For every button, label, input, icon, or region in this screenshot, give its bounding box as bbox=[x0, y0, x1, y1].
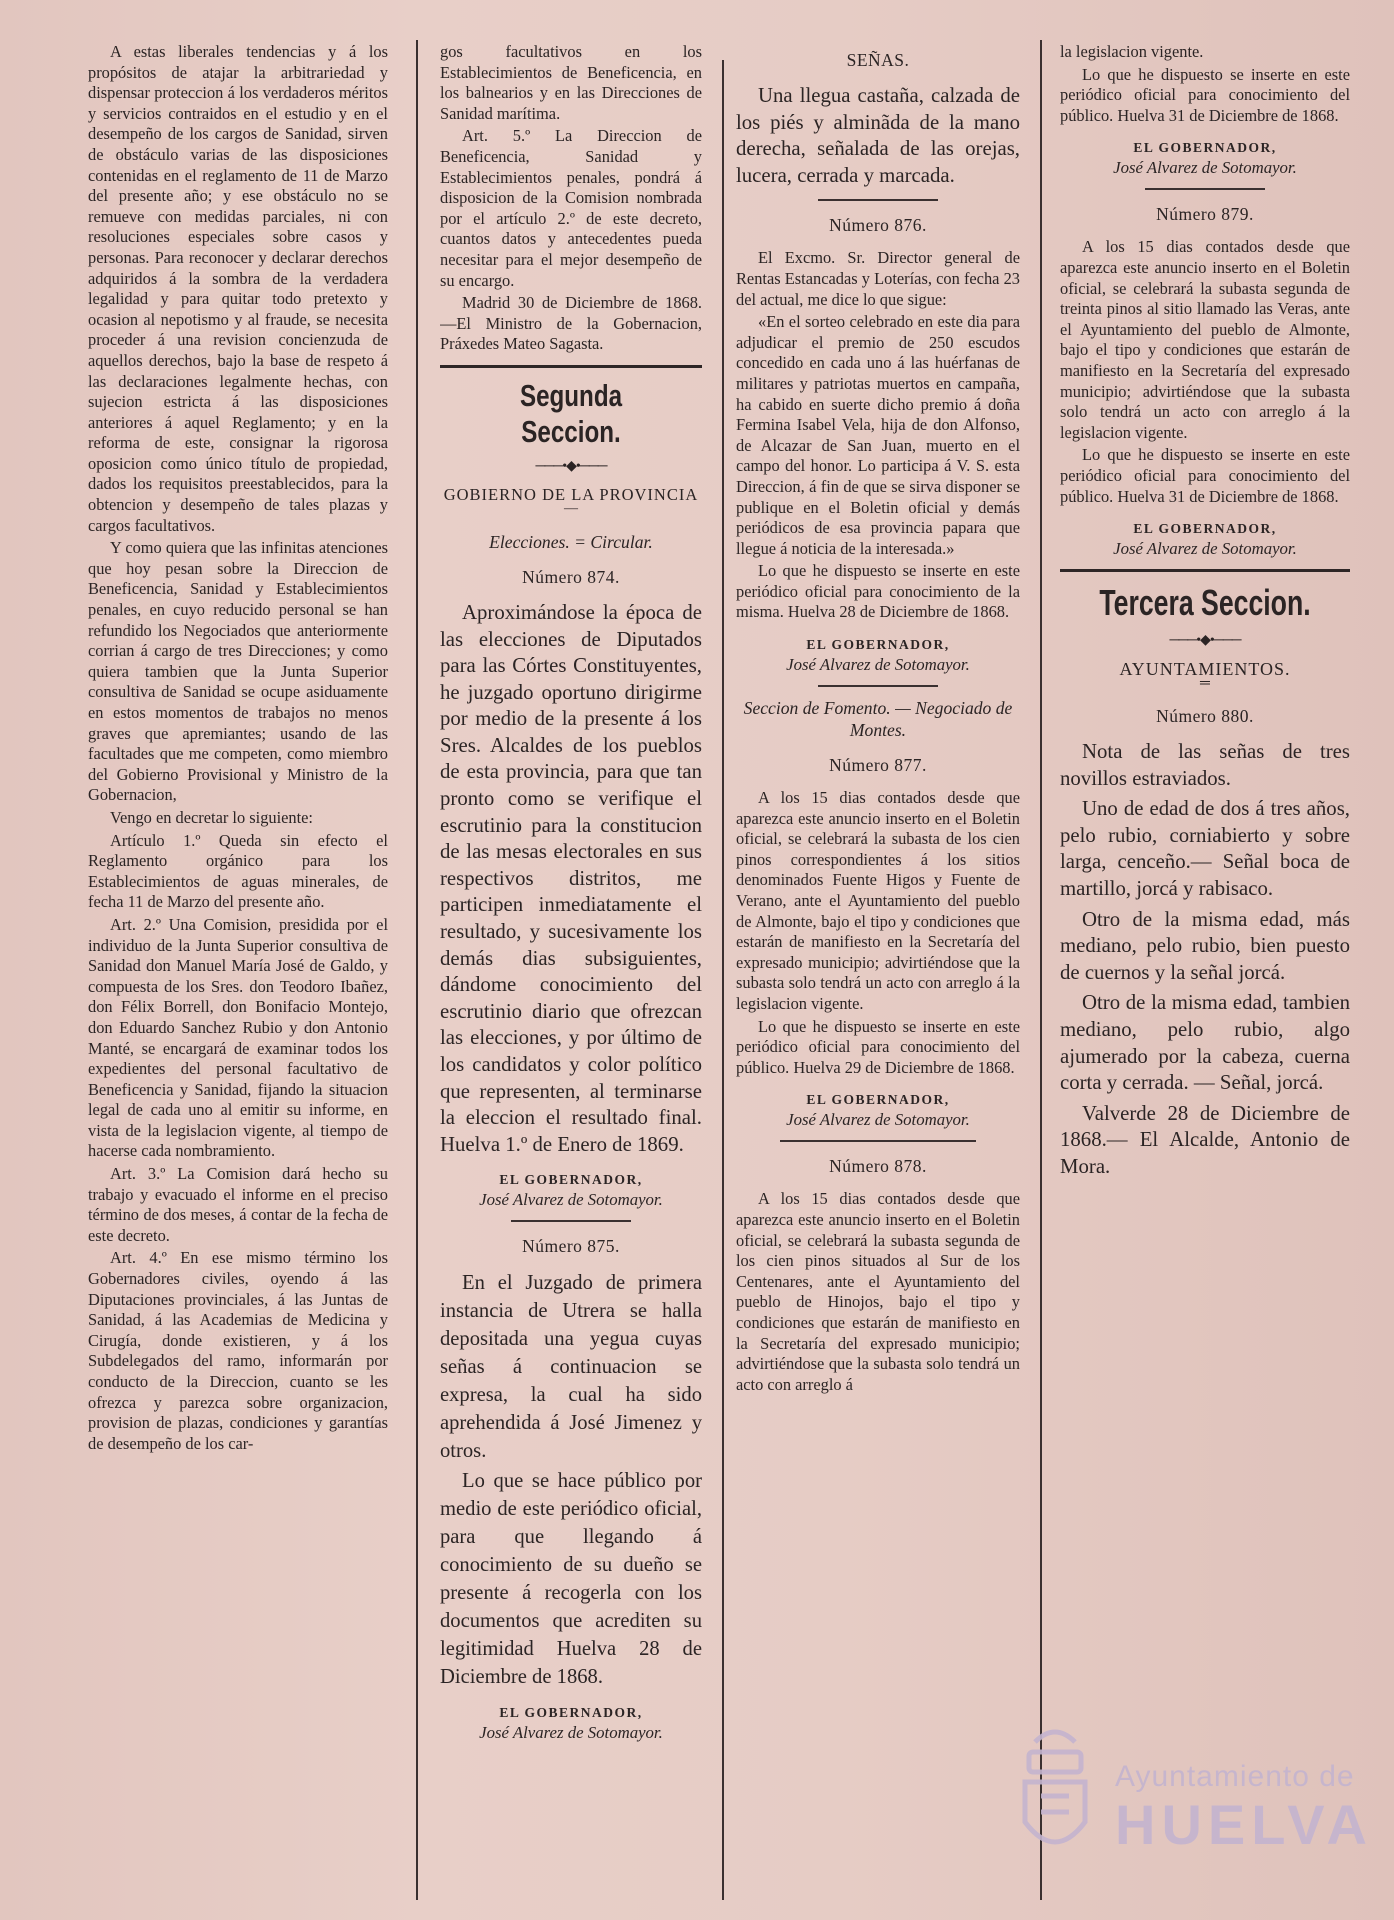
number-874: Número 874. bbox=[522, 566, 620, 587]
number-877: Número 877. bbox=[829, 755, 927, 776]
governor-signature: José Alvarez de Sotomayor. bbox=[479, 1190, 663, 1210]
number-875: Número 875. bbox=[522, 1236, 620, 1257]
senas-text: Una llegua castaña, calzada de los piés y alminãda de la mano derecha, señalada de las orejas, lucera, cerrada y marcada. bbox=[736, 84, 1020, 187]
short-dash: — bbox=[564, 500, 578, 516]
column-1 bbox=[88, 42, 388, 1902]
separator-rule bbox=[1145, 188, 1265, 190]
notice-876-quote: «En el sorteo celebrado en este dia para adjudicar el premio de 250 escudos concedido en cada uno á las huérfanas de militares y patriotas muertos en campaña, ha cabido en suerte dicho premio á doña Fermina Isabel Vela, hija de don Alfonso, de Alcazar de San Juan, muerto en el campo del honor. Lo participa á V. S. esta Direccion, á fin de que se sirva disponer se publique en el Boletin oficial y demás periódicos de esa provincia papara que llegue á noticia de la interesada.» bbox=[736, 312, 1020, 558]
notice-877-text: A los 15 dias contados desde que aparezca este anuncio inserto en el Boletin oficial, se celebrará la subasta de los cien pinos correspondientes á los sitios denominados Fuente Higos y Fuente de Verano, ante el Ayuntamiento del pueblo de Almonte, bajo el tipo y condiciones que estarán de manifiesto en la Secretaría del expresado municipio; advirtiéndose que la subasta solo tendrá un acto con arreglo á la legislacion vigente. bbox=[736, 788, 1020, 1013]
separator-rule bbox=[511, 1220, 631, 1222]
col1-article-2: Art. 2.º Una Comision, presidida por el individuo de la Junta Superior consultiva de Sanidad don Manuel María José de Galdo, y compuesta de los Sres. don Teodoro Ibañez, don Félix Borrell, don Bonifacio Montejo, don Eduardo Sanchez Rubio y don Antonio Manté, se encargará de examinar todos los expedientes del personal facultativo de Beneficencia y Sanidad, fijando la situacion legal de cada uno al emitir su informe, en vista de la legislacion vigente, al tiempo de hacerse cada nombramiento. bbox=[88, 914, 388, 1161]
governor-title: EL GOBERNADOR, bbox=[1133, 140, 1277, 156]
number-878: Número 878. bbox=[829, 1156, 927, 1177]
ayuntamiento-watermark bbox=[1015, 1720, 1375, 1880]
notice-876-publication: Lo que he dispuesto se inserte en este periódico oficial para conocimiento de la misma. Huelva 28 de Diciembre de 1868. bbox=[736, 561, 1020, 622]
section-title-segunda: Segunda Seccion. bbox=[519, 377, 623, 449]
governor-signature: José Alvarez de Sotomayor. bbox=[1113, 539, 1297, 559]
col2-paragraph-1: gos facultativos en los Establecimientos de Beneficencia, en los balnearios y en las Direcciones de Sanidad marítima. bbox=[440, 42, 702, 123]
watermark-line-2: HUELVA bbox=[1115, 1793, 1373, 1856]
governor-title: EL GOBERNADOR, bbox=[1133, 521, 1277, 537]
governor-title: EL GOBERNADOR, bbox=[806, 637, 950, 653]
column-rule-2 bbox=[722, 60, 724, 1900]
notice-875-publication: Lo que se hace público por medio de este periódico oficial, para que llegando á conocimiento de su dueño se presente á recogerla con los documentos que acrediten su legitimidad Huelva 28 de Diciembre de 1868. bbox=[440, 1470, 702, 1689]
notice-875-text: En el Juzgado de primera instancia de Utrera se halla depositada una yegua cuyas señas á continuacion se expresa, la cual ha sido aprehendida á José Jimenez y otros. bbox=[440, 1272, 702, 1463]
section-title-tercera: Tercera Seccion. bbox=[1099, 582, 1311, 624]
col2-article-5: Art. 5.º La Direccion de Beneficencia, Sanidad y Establecimientos penales, pondrá á disposicion de la Comision nombrada por el artículo 2.º de este decreto, cuantos datos y antecedentes pueda necesitar para el mejor desempeño de su encargo. bbox=[440, 126, 702, 290]
separator-rule bbox=[818, 685, 938, 687]
col1-article-3: Art. 3.º La Comision dará hecho su trabajo y evacuado el informe en el preciso término de dos meses, á contar de la fecha de este decreto. bbox=[88, 1164, 388, 1245]
gobierno-heading: GOBIERNO DE LA PROVINCIA bbox=[443, 484, 699, 504]
separator-rule bbox=[818, 199, 938, 201]
col1-article-1: Artículo 1.º Queda sin efecto el Reglamento orgánico para los Establecimientos de aguas minerales, de fecha 11 de Marzo del presente año. bbox=[88, 830, 388, 912]
notice-880-novillo-2: Otro de la misma edad, más mediano, pelo rubio, bien puesto de cuernos y la señal jorcá. bbox=[1060, 907, 1350, 984]
ornament-divider: ───•◆•─── bbox=[535, 458, 607, 474]
separator-rule bbox=[780, 1140, 976, 1142]
notice-879-publication: Lo que he dispuesto se inserte en este periódico oficial para conocimiento del público. Huelva 31 de Diciembre de 1868. bbox=[1060, 445, 1350, 506]
governor-title: EL GOBERNADOR, bbox=[499, 1705, 643, 1721]
col1-paragraph-2: Y como quiera que las infinitas atenciones que hoy pesan sobre la Direccion de Beneficencia, Sanidad y Establecimientos penales, en cuyo reducido personal se han refundido los Negociados que anteriormente corrian á cargo de tres Direcciones; y como quiera tambien que la Junta Superior consultiva de Sanidad se ocupe asiduamente en estos momentos de trabajos no menos graves que apremiantes; usando de las facultades que me competen, como miembro del Gobierno Provisional y Ministro de la Gobernacion, bbox=[88, 538, 388, 805]
column-rule-1 bbox=[416, 40, 418, 1900]
fomento-subheading: Seccion de Fomento. — Negociado de Montes. bbox=[743, 698, 1013, 741]
col1-paragraph-1: A estas liberales tendencias y á los propósitos de atajar la arbitrariedad y dispensar proteccion á los verdaderos méritos y servicios contraidos en el estudio y en el desempeño de los cargos de Sanidad, sirven de obstáculo varias de las disposiciones contenidas en el reglamento de 11 de Marzo del presente año; y ese obstáculo no se remueve con medidas parciales, ni con resoluciones especiales sobre casos y personas. Para reconocer y declarar derechos adquiridos á la sombra de la verdadera legalidad y para quitar todo pretexto y ocasion al nepotismo y al fraude, se necesita proceder á una revision concienzuda de aquellos derechos, bajo la base de respeto á las declaraciones legalmente hechas, con sujecion estricta á las disposiciones anteriores á aquel Reglamento; y en la reforma de este, consignar la rigorosa oposicion como único título de propiedad, dados los requisitos preestablecidos, para la obtencion y desempeño de tales plazas y cargos facultativos. bbox=[88, 42, 388, 535]
elecciones-subheading: Elecciones. = Circular. bbox=[489, 531, 653, 552]
col1-paragraph-3: Vengo en decretar lo siguiente: bbox=[110, 807, 313, 827]
governor-title: EL GOBERNADOR, bbox=[499, 1172, 643, 1188]
coat-of-arms-icon bbox=[1015, 1722, 1095, 1872]
governor-signature: José Alvarez de Sotomayor. bbox=[786, 655, 970, 675]
column-3 bbox=[736, 42, 1020, 1902]
number-880: Número 880. bbox=[1156, 706, 1254, 727]
col4-publication-878: Lo que he dispuesto se inserte en este periódico oficial para conocimiento del público. Huelva 31 de Diciembre de 1868. bbox=[1060, 64, 1350, 125]
governor-signature: José Alvarez de Sotomayor. bbox=[1113, 158, 1297, 178]
senas-heading: SEÑAS. bbox=[846, 50, 910, 70]
col4-paragraph-1: la legislacion vigente. bbox=[1060, 42, 1204, 61]
ornament-divider: ───•◆•─── bbox=[1169, 633, 1241, 649]
governor-signature: José Alvarez de Sotomayor. bbox=[479, 1723, 663, 1743]
governor-signature: José Alvarez de Sotomayor. bbox=[786, 1110, 970, 1130]
notice-880-intro: Nota de las señas de tres novillos estraviados. bbox=[1060, 740, 1350, 790]
notice-880-novillo-3: Otro de la misma edad, tambien mediano, pelo rubio, algo ajumerado por la cabeza, cuerna corta y cerrada. — Señal, jorcá. bbox=[1060, 991, 1350, 1095]
notice-876-intro: El Excmo. Sr. Director general de Rentas Estancadas y Loterías, con fecha 23 del actual, me dice lo que sigue: bbox=[736, 248, 1020, 309]
notice-874-text: Aproximándose la época de las elecciones de Diputados para las Córtes Constituyentes, he juzgado oportuno dirigirme por medio de la presente á los Sres. Alcaldes de los pueblos de esta provincia, para que tan pronto como se verifique el escrutinio para la constitucion de las mesas electorales en sus respectivos distritos, me participen inmediatamente el resultado, y sucesivamente los demás dias subsiguientes, dándome conocimiento del escrutinio diario que ofrezcan las elecciones, y por último de los candidatos y color político que representen, al terminarse la eleccion el resultado final. Huelva 1.º de Enero de 1869. bbox=[440, 600, 702, 1156]
notice-880-novillo-1: Uno de edad de dos á tres años, pelo rubio, corniabierto y sobre larga, cenceño.— Señal boca de martillo, jorcá y rabisaco. bbox=[1060, 797, 1350, 901]
number-876: Número 876. bbox=[829, 215, 927, 236]
notice-877-publication: Lo que he dispuesto se inserte en este periódico oficial para conocimiento del público. Huelva 29 de Diciembre de 1868. bbox=[736, 1016, 1020, 1077]
column-4 bbox=[1060, 42, 1350, 1902]
column-rule-3 bbox=[1040, 40, 1042, 1900]
column-2 bbox=[440, 42, 702, 1902]
notice-880-signature: Valverde 28 de Diciembre de 1868.— El Alcalde, Antonio de Mora. bbox=[1060, 1101, 1350, 1178]
watermark-line-1: Ayuntamiento de bbox=[1115, 1760, 1355, 1793]
section-divider bbox=[1060, 569, 1350, 572]
section-divider bbox=[440, 365, 702, 368]
ayuntamientos-heading: AYUNTAMIENTOS. bbox=[1119, 659, 1291, 680]
notice-878-text: A los 15 dias contados desde que aparezca este anuncio inserto en el Boletin oficial, se celebrará la subasta segunda de los cien pinos situados al Sur de los Centenares, ante el Ayuntamiento del pueblo de Hinojos, bajo el tipo y condiciones que estarán de manifiesto en la Secretaría del expresado municipio; advirtiéndose que la subasta solo tendrá un acto con arreglo á bbox=[736, 1189, 1020, 1394]
short-dash: ═ bbox=[1200, 676, 1210, 692]
notice-879-text: A los 15 dias contados desde que aparezca este anuncio inserto en el Boletin oficial, se celebrará la subasta segunda de treinta pinos al sitio llamado las Veras, ante el Ayuntamiento del pueblo de Almonte, bajo el tipo y condiciones que estarán de manifiesto en la Secretaría del expresado municipio; advirtiéndose que la subasta solo tendrá un acto con arreglo á la legislacion vigente. bbox=[1060, 237, 1350, 442]
col2-date-signature: Madrid 30 de Diciembre de 1868. —El Ministro de la Gobernacion, Práxedes Mateo Sagasta. bbox=[440, 293, 702, 354]
governor-title: EL GOBERNADOR, bbox=[806, 1092, 950, 1108]
col1-article-4: Art. 4.º En ese mismo término los Gobernadores civiles, oyendo á las Diputaciones provinciales, á las Juntas de Sanidad, á las Academias de Medicina y Cirugía, donde existieren, y á los Subdelegados del ramo, informarán por conducto de la Direccion, cuanto se les ofrezca y parezca sobre organizacion, provision de plazas, condiciones y garantías de desempeño de los car- bbox=[88, 1248, 388, 1453]
number-879: Número 879. bbox=[1156, 204, 1254, 225]
